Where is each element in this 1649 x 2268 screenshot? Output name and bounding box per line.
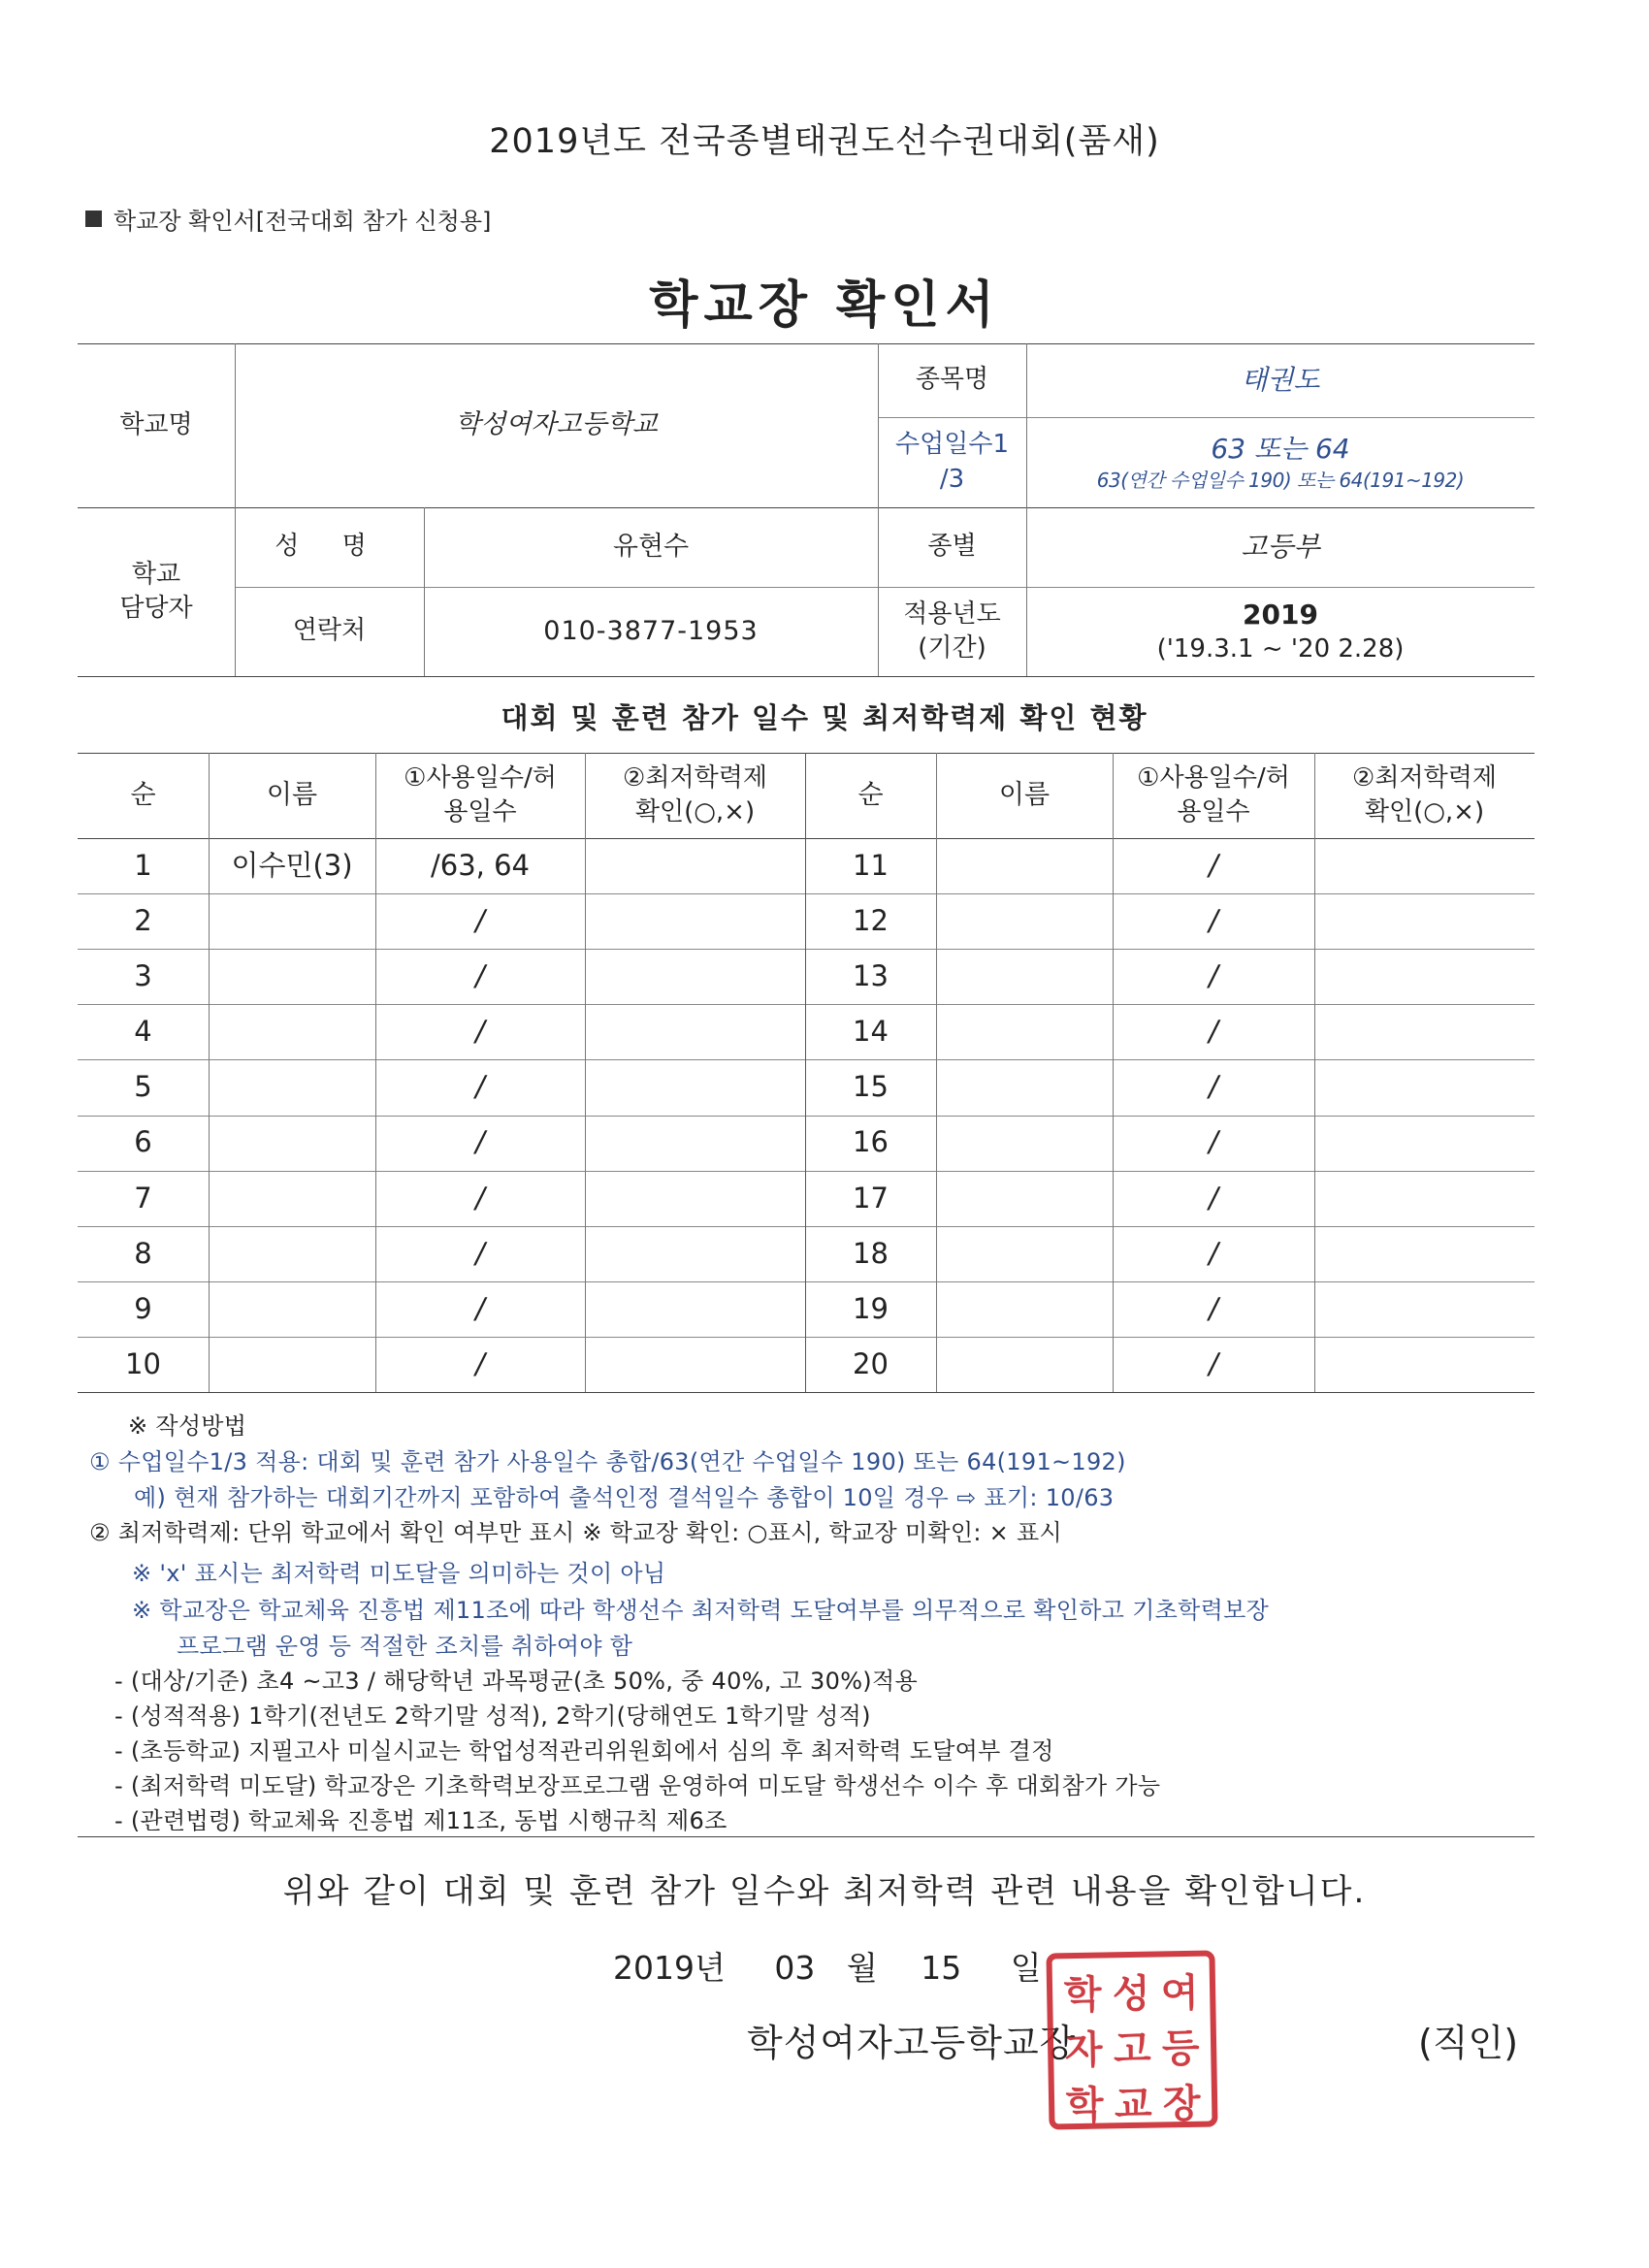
header-name-right: 이름 xyxy=(998,779,1051,810)
cell-no-right: 19 xyxy=(853,1291,889,1325)
seal-char: 등 xyxy=(1161,2025,1200,2072)
header-no-left: 순 xyxy=(130,779,156,810)
seal-char: 학 xyxy=(1065,2082,1104,2129)
cell-name-right xyxy=(936,838,1113,893)
note-1: ① 수업일수1/3 적용: 대회 및 훈련 참가 사용일수 총합/63(연간 수업일수 190) 또는 64(191~192) xyxy=(89,1448,1126,1475)
cell-no-right: 20 xyxy=(853,1346,889,1380)
note-2-b-line1: ※ 학교장은 학교체육 진흥법 제11조에 따라 학생선수 최저학력 도달여부를 의무적으로 확인하고 기초학력보장 xyxy=(132,1597,1270,1624)
detail-3: - (초등학교) 지필고사 미실시교는 학업성적관리위원회에서 심의 후 최저학력 도달여부 결정 xyxy=(114,1737,1054,1765)
cell-days-right: / xyxy=(1209,1236,1218,1270)
document-title: 2019년도 전국종별태권도선수권대회(품새) xyxy=(489,122,1160,161)
cell-no-right: 17 xyxy=(853,1181,889,1215)
header-days-left: ①사용일수/허 용일수 xyxy=(404,762,557,826)
manager-name-value: 유현수 xyxy=(612,531,690,562)
cell-check-left xyxy=(585,1171,805,1226)
detail-4: - (최저학력 미도달) 학교장은 기초학력보장프로그램 운영하여 미도달 학생선수 이수 후 대회참가 가능 xyxy=(114,1772,1161,1799)
cell-no-right: 16 xyxy=(853,1125,889,1159)
header-days-right: ①사용일수/허 용일수 xyxy=(1137,762,1290,826)
cell-days-left: / xyxy=(475,1346,485,1380)
days-value: 63 또는 64 63(연간 수업일수 190) 또는 64(191~192) xyxy=(1096,433,1465,492)
note-2: ② 최저학력제: 단위 학교에서 확인 여부만 표시 ※ 학교장 확인: ○표시, 학교장 미확인: × 표시 xyxy=(89,1519,1062,1546)
cell-no-left: 6 xyxy=(134,1125,152,1159)
cell-name-right xyxy=(936,1059,1113,1115)
cell-no-right: 14 xyxy=(853,1015,889,1049)
cell-days-right: / xyxy=(1209,959,1218,993)
manager-label: 학교 담당자 xyxy=(119,559,193,623)
cell-check-left xyxy=(585,1059,805,1115)
cell-name-left xyxy=(209,1226,375,1281)
cell-no-left: 8 xyxy=(134,1236,152,1270)
confirm-text: 위와 같이 대회 및 훈련 참가 일수와 최저학력 관련 내용을 확인합니다. xyxy=(282,1872,1367,1911)
cell-name-right xyxy=(936,1116,1113,1171)
cell-days-left: / xyxy=(475,1291,485,1325)
cell-no-right: 12 xyxy=(853,904,889,938)
cell-name-left: 이수민(3) xyxy=(231,848,353,882)
cell-days-right: / xyxy=(1209,1125,1218,1159)
official-seal-stamp xyxy=(1046,1950,1217,2129)
detail-5: - (관련법령) 학교체육 진흥법 제11조, 동법 시행규칙 제6조 xyxy=(114,1807,728,1834)
cell-name-right xyxy=(936,1004,1113,1059)
cell-check-right xyxy=(1314,1004,1535,1059)
cell-check-left xyxy=(585,1116,805,1171)
cell-no-left: 2 xyxy=(134,904,152,938)
cell-name-right xyxy=(936,949,1113,1004)
cell-name-left xyxy=(209,949,375,1004)
event-label: 종목명 xyxy=(915,365,989,395)
cell-no-left: 1 xyxy=(134,848,152,882)
cell-days-right: / xyxy=(1209,1015,1218,1049)
cell-no-left: 3 xyxy=(134,959,152,993)
cell-days-left: / xyxy=(475,959,485,993)
principal-signature: 학성여자고등학교장 xyxy=(747,2022,1077,2064)
cell-check-left xyxy=(585,1281,805,1337)
seal-char: 교 xyxy=(1114,2081,1152,2128)
seal-char: 학 xyxy=(1063,1971,1102,2019)
cell-no-left: 9 xyxy=(134,1291,152,1325)
cell-days-right: / xyxy=(1209,848,1218,882)
cell-check-left xyxy=(585,1337,805,1392)
cell-days-right: / xyxy=(1209,1291,1218,1325)
cell-name-left xyxy=(209,1171,375,1226)
cell-days-left: / xyxy=(475,1236,485,1270)
cell-days-left: / xyxy=(475,1015,485,1049)
seal-note: (직인) xyxy=(1418,2022,1519,2064)
cell-days-left: / xyxy=(475,1070,485,1104)
cell-days-right: / xyxy=(1209,1346,1218,1380)
seal-char: 여 xyxy=(1160,1969,1199,2017)
cell-name-left xyxy=(209,1337,375,1392)
cell-days-right: / xyxy=(1209,1181,1218,1215)
cell-name-right xyxy=(936,1281,1113,1337)
detail-1: - (대상/기준) 초4 ~고3 / 해당학년 과목평균(초 50%, 중 40%, 고 30%)적용 xyxy=(114,1668,918,1695)
cell-name-right xyxy=(936,893,1113,949)
cell-check-right xyxy=(1314,1281,1535,1337)
cell-no-left: 4 xyxy=(134,1015,152,1049)
school-name-value: 학성여자고등학교 xyxy=(455,409,658,440)
cell-check-right xyxy=(1314,949,1535,1004)
form-label-row xyxy=(85,202,491,236)
note-1-example: 예) 현재 참가하는 대회기간까지 포함하여 출석인정 결석일수 총합이 10일 경우 ⇨ 표기: 10/63 xyxy=(134,1484,1115,1511)
cell-no-right: 11 xyxy=(853,848,889,882)
cell-no-left: 5 xyxy=(134,1070,152,1104)
cell-days-left: / xyxy=(475,904,485,938)
cell-no-left: 7 xyxy=(134,1181,152,1215)
contact-label: 연락처 xyxy=(292,616,367,646)
cell-check-right xyxy=(1314,1171,1535,1226)
square-bullet-icon xyxy=(85,211,102,227)
event-value: 태권도 xyxy=(1241,364,1320,397)
cell-check-left xyxy=(585,838,805,893)
year-value: 2019 ('19.3.1 ~ '20 2.28) xyxy=(1156,598,1405,664)
school-name-label: 학교명 xyxy=(119,409,193,439)
header-name-left: 이름 xyxy=(266,779,318,810)
main-title: 학교장 확인서 xyxy=(649,276,1000,335)
cell-no-right: 18 xyxy=(853,1236,889,1270)
cell-name-right xyxy=(936,1226,1113,1281)
notes-heading: ※ 작성방법 xyxy=(128,1412,247,1440)
cell-name-right xyxy=(936,1337,1113,1392)
manager-name-label: 성 명 xyxy=(275,532,384,562)
cell-check-right xyxy=(1314,1226,1535,1281)
cell-name-left xyxy=(209,1281,375,1337)
header-check-right: ②최저학력제 확인(○,×) xyxy=(1352,762,1497,826)
cell-check-left xyxy=(585,949,805,1004)
detail-2: - (성적적용) 1학기(전년도 2학기말 성적), 2학기(당해연도 1학기말 성적) xyxy=(114,1702,871,1730)
cell-check-left xyxy=(585,1004,805,1059)
header-no-right: 순 xyxy=(857,779,884,810)
note-2-a: ※ 'x' 표시는 최저학력 미도달을 의미하는 것이 아님 xyxy=(132,1560,666,1587)
cell-name-left xyxy=(209,893,375,949)
cell-check-left xyxy=(585,1226,805,1281)
cell-no-right: 13 xyxy=(853,959,889,993)
cell-check-right xyxy=(1314,1059,1535,1115)
section-title: 대회 및 훈련 참가 일수 및 최저학력제 확인 현황 xyxy=(501,701,1148,734)
cell-days-left: / xyxy=(475,1125,485,1159)
contact-value: 010-3877-1953 xyxy=(543,615,759,646)
cell-no-right: 15 xyxy=(853,1070,889,1104)
seal-characters xyxy=(1058,1962,1207,2129)
cell-days-left: / xyxy=(475,1181,485,1215)
days-label: 수업일수1 /3 xyxy=(894,430,1009,494)
seal-char: 장 xyxy=(1162,2080,1201,2127)
seal-char: 고 xyxy=(1113,2025,1151,2073)
seal-char: 자 xyxy=(1064,2026,1103,2074)
cell-check-right xyxy=(1314,1337,1535,1392)
cell-name-left xyxy=(209,1059,375,1115)
cell-days-right: / xyxy=(1209,1070,1218,1104)
confirm-date: 2019년 03 월 15 일 xyxy=(613,1949,1042,1987)
cell-check-right xyxy=(1314,838,1535,893)
cell-name-right xyxy=(936,1171,1113,1226)
year-label: 적용년도 (기간) xyxy=(903,599,1001,663)
cell-check-right xyxy=(1314,893,1535,949)
cell-check-right xyxy=(1314,1116,1535,1171)
form-label: 학교장 확인서[전국대회 참가 신청용] xyxy=(113,208,492,235)
class-value: 고등부 xyxy=(1241,531,1320,564)
class-label: 종별 xyxy=(927,532,977,562)
cell-name-left xyxy=(209,1116,375,1171)
cell-no-left: 10 xyxy=(125,1346,161,1380)
seal-char: 성 xyxy=(1112,1970,1150,2018)
header-check-left: ②최저학력제 확인(○,×) xyxy=(623,762,767,826)
note-2-b-line2: 프로그램 운영 등 적절한 조치를 취하여야 함 xyxy=(177,1633,633,1660)
cell-days-right: / xyxy=(1209,904,1218,938)
cell-name-left xyxy=(209,1004,375,1059)
cell-days-left: /63, 64 xyxy=(430,848,530,882)
writing-instructions xyxy=(89,1407,1564,1833)
cell-check-left xyxy=(585,893,805,949)
